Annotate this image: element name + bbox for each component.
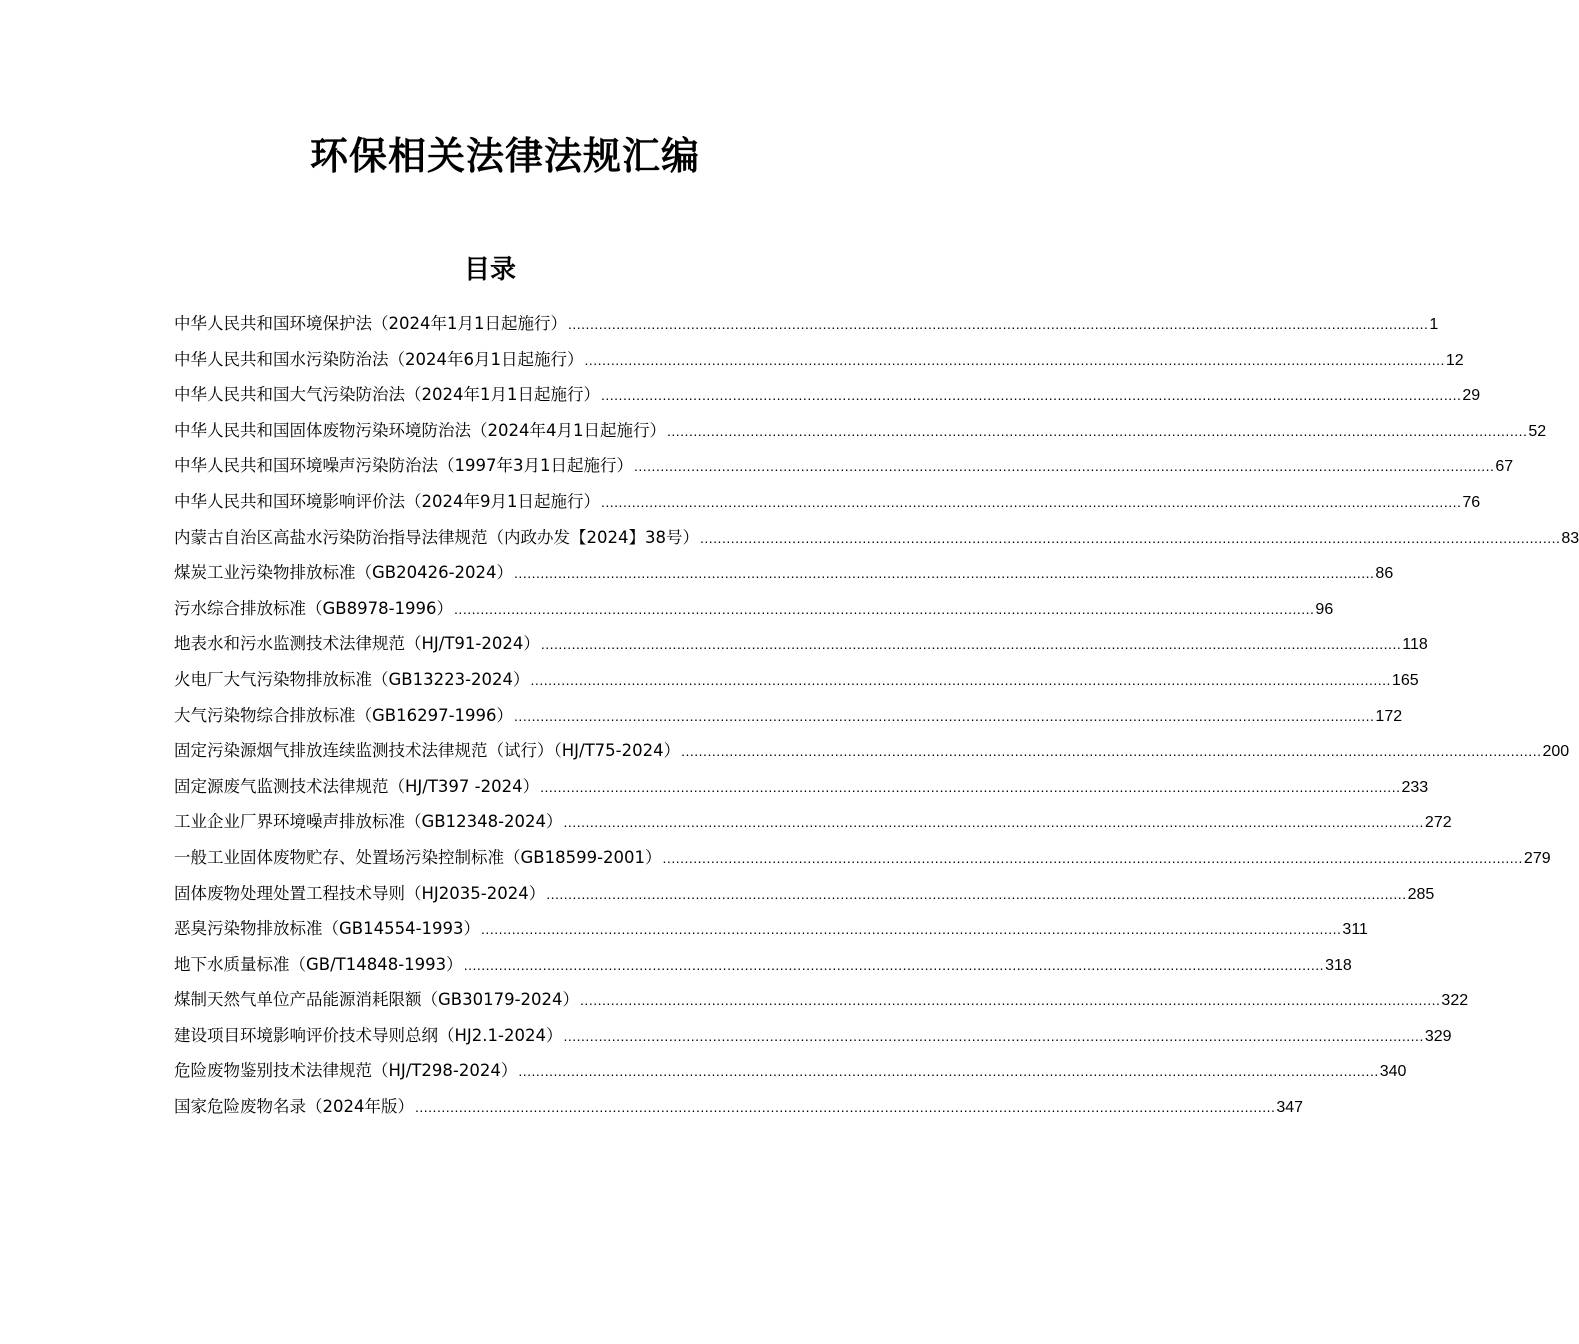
toc-dot-leader <box>681 734 1541 770</box>
toc-entry[interactable] <box>174 1018 1452 1054</box>
toc-entry[interactable] <box>174 1053 1407 1089</box>
toc-entry-page-number: 322 <box>1441 992 1469 1010</box>
toc-dot-leader <box>601 378 1461 414</box>
toc-entry[interactable] <box>174 484 1481 520</box>
toc-entry[interactable] <box>174 520 1579 556</box>
toc-dot-leader <box>531 663 1391 699</box>
toc-entry[interactable] <box>174 342 1464 378</box>
toc-entry-page-number: 329 <box>1424 1027 1452 1045</box>
toc-dot-leader <box>601 485 1461 521</box>
toc-entry-title: 中华人民共和国固体废物污染环境防治法（2024年4月1日起施行） <box>174 420 666 440</box>
toc-entry-page-number: 118 <box>1402 636 1428 654</box>
toc-entry[interactable] <box>174 698 1403 734</box>
toc-entry[interactable] <box>174 733 1570 769</box>
toc-entry-page-number: 96 <box>1315 600 1334 618</box>
toc-entry-page-number: 29 <box>1462 387 1481 405</box>
toc-dot-leader <box>585 343 1445 379</box>
toc-dot-leader <box>563 1019 1423 1055</box>
toc-entry-page-number: 279 <box>1523 849 1551 867</box>
toc-entry-page-number: 83 <box>1561 529 1579 547</box>
toc-entry-title: 大气污染物综合排放标准（GB16297-1996） <box>174 705 514 725</box>
toc-entry-page-number: 165 <box>1391 671 1419 689</box>
toc-dot-leader <box>514 699 1374 735</box>
toc-dot-leader <box>464 948 1324 984</box>
toc-entry-title: 地表水和污水监测技术法律规范（HJ/T91-2024） <box>174 634 540 654</box>
toc-dot-leader <box>481 912 1341 948</box>
toc-dot-leader <box>580 983 1440 1019</box>
toc-entry-title: 国家危险废物名录（2024年版） <box>174 1097 414 1117</box>
document-title: 环保相关法律法规汇编 <box>309 133 700 178</box>
toc-entry-title: 中华人民共和国环境保护法（2024年1月1日起施行） <box>174 314 567 333</box>
toc-dot-leader <box>663 841 1523 877</box>
toc-entry-title: 一般工业固体废物贮存、处置场污染控制标准（GB18599-2001） <box>174 847 662 867</box>
toc-entry[interactable] <box>174 662 1419 698</box>
toc-entry-title: 地下水质量标准（GB/T14848-1993） <box>174 954 463 974</box>
toc-dot-leader <box>454 592 1314 628</box>
toc-entry-page-number: 86 <box>1375 565 1394 583</box>
toc-entry-page-number: 318 <box>1325 956 1352 974</box>
toc-entry-page-number: 12 <box>1445 351 1464 369</box>
toc-entry-page-number: 67 <box>1495 458 1514 476</box>
toc-entry-title: 中华人民共和国环境影响评价法（2024年9月1日起施行） <box>174 491 600 511</box>
toc-dot-leader <box>546 877 1406 913</box>
toc-entry-title: 工业企业厂界环境噪声排放标准（GB12348-2024） <box>174 812 563 832</box>
toc-dot-leader <box>541 627 1401 663</box>
toc-entry-page-number: 285 <box>1407 885 1435 903</box>
toc-entry[interactable] <box>174 911 1368 947</box>
toc-entry[interactable] <box>174 377 1481 413</box>
toc-entry-title: 中华人民共和国大气污染防治法（2024年1月1日起施行） <box>174 385 600 405</box>
toc-entry-page-number: 1 <box>1429 316 1439 333</box>
toc-entry[interactable] <box>174 1089 1304 1125</box>
toc-entry[interactable] <box>174 804 1452 840</box>
toc-entry-page-number: 172 <box>1375 707 1403 725</box>
toc-entry-page-number: 76 <box>1462 493 1481 511</box>
toc-entry-title: 煤炭工业污染物排放标准（GB20426-2024） <box>174 563 514 583</box>
toc-entry-title: 固定源废气监测技术法律规范（HJ/T397 -2024） <box>174 776 540 796</box>
toc-dot-leader <box>634 449 1494 485</box>
toc-entry-title: 火电厂大气污染物排放标准（GB13223-2024） <box>174 669 530 689</box>
toc-entry-title: 固体废物处理处置工程技术导则（HJ2035-2024） <box>174 883 546 903</box>
table-of-contents <box>174 306 1579 1125</box>
toc-entry-page-number: 200 <box>1542 743 1570 761</box>
toc-entry[interactable] <box>174 306 1439 342</box>
toc-entry-title: 煤制天然气单位产品能源消耗限额（GB30179-2024） <box>174 990 580 1010</box>
toc-entry-page-number: 347 <box>1276 1099 1304 1117</box>
toc-entry[interactable] <box>174 591 1334 627</box>
toc-entry-title: 中华人民共和国环境噪声污染防治法（1997年3月1日起施行） <box>174 456 633 476</box>
toc-entry[interactable] <box>174 448 1514 484</box>
toc-dot-leader <box>667 414 1527 450</box>
toc-entry[interactable] <box>174 413 1547 449</box>
toc-dot-leader <box>540 770 1400 806</box>
toc-entry[interactable] <box>174 982 1469 1018</box>
toc-dot-leader <box>518 1054 1378 1090</box>
toc-dot-leader <box>564 805 1424 841</box>
toc-entry-title: 污水综合排放标准（GB8978-1996） <box>174 598 454 618</box>
toc-entry-page-number: 340 <box>1379 1063 1407 1081</box>
toc-entry[interactable] <box>174 876 1435 912</box>
toc-entry-title: 中华人民共和国水污染防治法（2024年6月1日起施行） <box>174 349 584 369</box>
toc-entry[interactable] <box>174 555 1394 591</box>
toc-entry-title: 内蒙古自治区高盐水污染防治指导法律规范（内政办发【2024】38号） <box>174 527 699 547</box>
toc-entry[interactable] <box>174 626 1428 662</box>
toc-entry[interactable] <box>174 947 1352 983</box>
toc-dot-leader <box>514 556 1374 592</box>
toc-entry-title: 建设项目环境影响评价技术导则总纲（HJ2.1-2024） <box>174 1025 563 1045</box>
toc-entry-title: 固定污染源烟气排放连续监测技术法律规范（试行）（HJ/T75-2024） <box>174 741 681 761</box>
toc-entry[interactable] <box>174 840 1551 876</box>
toc-entry-page-number: 272 <box>1424 814 1452 832</box>
toc-entry-page-number: 52 <box>1528 422 1547 440</box>
toc-dot-leader <box>415 1090 1275 1126</box>
toc-heading: 目录 <box>463 255 516 285</box>
toc-entry-page-number: 311 <box>1342 921 1368 939</box>
toc-entry-title: 恶臭污染物排放标准（GB14554-1993） <box>174 919 481 939</box>
toc-entry[interactable] <box>174 769 1429 805</box>
toc-dot-leader <box>700 521 1560 557</box>
toc-entry-page-number: 233 <box>1401 778 1429 796</box>
toc-entry-title: 危险废物鉴别技术法律规范（HJ/T298-2024） <box>174 1061 518 1081</box>
toc-dot-leader <box>568 307 1428 343</box>
